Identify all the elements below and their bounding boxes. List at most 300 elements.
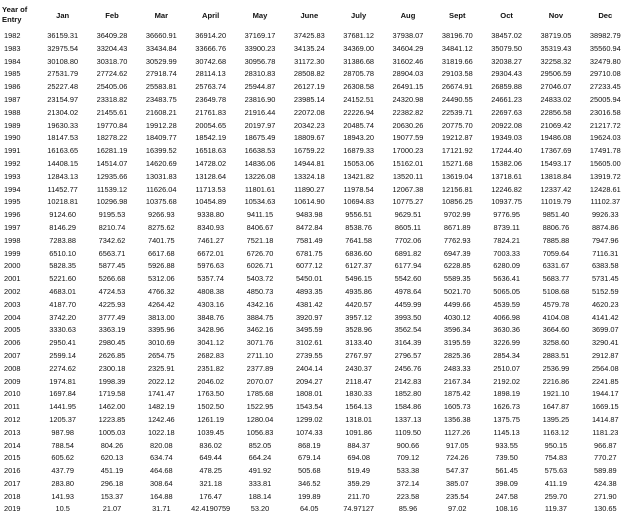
value-cell: 271.90: [594, 491, 617, 501]
value-cell: 37681.12: [343, 31, 375, 40]
value-cell: 7824.21: [493, 235, 520, 245]
value-cell: 4579.78: [542, 299, 570, 309]
month-header: June: [300, 10, 319, 20]
value-cell: 321.18: [199, 478, 222, 488]
value-cell: 1462.00: [98, 402, 126, 412]
value-cell: 6617.68: [147, 248, 175, 258]
value-cell: 1145.13: [493, 427, 520, 437]
year-cell: 2016: [4, 466, 21, 476]
value-cell: 11978.54: [343, 184, 374, 194]
table-row: [0, 81, 630, 94]
value-cell: 21761.83: [195, 107, 227, 117]
value-cell: 14836.06: [244, 158, 276, 168]
value-cell: 3813.00: [147, 312, 175, 322]
year-cell: 2006: [4, 338, 21, 348]
year-cell: 2003: [4, 299, 21, 309]
value-cell: 10454.89: [195, 197, 227, 207]
value-cell: 1482.19: [147, 402, 175, 412]
value-cell: 3258.60: [542, 338, 570, 348]
value-cell: 4978.64: [394, 286, 422, 296]
value-cell: 7641.58: [345, 235, 372, 245]
value-cell: 2118.47: [345, 376, 372, 386]
value-cell: 788.54: [51, 440, 74, 450]
table-row: [0, 465, 630, 478]
value-cell: 3290.41: [591, 338, 619, 348]
value-cell: 7059.64: [542, 248, 570, 258]
value-cell: 20197.97: [244, 120, 276, 130]
header-row: [0, 0, 630, 30]
value-cell: 478.25: [199, 466, 222, 476]
value-cell: 32258.32: [540, 56, 572, 66]
value-cell: 1074.33: [295, 427, 323, 437]
value-cell: 12156.81: [441, 184, 473, 194]
value-cell: 15382.06: [491, 158, 523, 168]
value-cell: 13718.61: [491, 171, 523, 181]
value-cell: 4459.99: [394, 299, 422, 309]
value-cell: 296.18: [100, 478, 124, 488]
value-cell: 5152.59: [591, 286, 619, 296]
value-cell: 25227.48: [47, 82, 79, 92]
value-cell: 5589.35: [443, 274, 471, 284]
value-cell: 3742.20: [49, 312, 77, 322]
value-cell: 3495.59: [295, 325, 323, 335]
value-cell: 31602.46: [392, 56, 424, 66]
value-cell: 8210.74: [98, 222, 126, 232]
value-cell: 23154.97: [47, 94, 79, 104]
year-cell: 1988: [4, 107, 21, 117]
value-cell: 7461.27: [197, 235, 224, 245]
value-cell: 6383.58: [591, 261, 619, 271]
value-cell: 1875.42: [443, 389, 471, 399]
value-cell: 7401.75: [147, 235, 175, 245]
value-cell: 31172.30: [294, 56, 325, 66]
value-cell: 28310.83: [244, 69, 276, 79]
value-cell: 1998.39: [98, 376, 126, 386]
value-cell: 21069.42: [540, 120, 572, 130]
value-cell: 10375.68: [145, 197, 177, 207]
year-cell: 1992: [4, 158, 21, 168]
value-cell: 8806.76: [542, 222, 570, 232]
value-cell: 6891.82: [394, 248, 422, 258]
value-cell: 33204.43: [96, 43, 128, 53]
value-cell: 398.09: [495, 478, 518, 488]
value-cell: 8472.84: [295, 222, 323, 232]
value-cell: 21455.61: [96, 107, 128, 117]
value-cell: 2216.86: [542, 376, 570, 386]
value-cell: 1543.54: [295, 402, 323, 412]
table-row: [0, 401, 630, 414]
table-row: [0, 478, 630, 491]
value-cell: 19212.87: [441, 133, 473, 143]
value-cell: 10937.75: [491, 197, 523, 207]
value-cell: 372.14: [396, 478, 420, 488]
table-row: [0, 94, 630, 107]
value-cell: 11019.79: [540, 197, 572, 207]
value-cell: 31386.68: [343, 56, 375, 66]
value-cell: 34841.12: [441, 43, 473, 53]
value-cell: 259.70: [544, 491, 568, 501]
table-row: [0, 68, 630, 81]
value-cell: 5926.88: [147, 261, 175, 271]
value-cell: 709.12: [396, 453, 420, 463]
value-cell: 23318.82: [96, 94, 128, 104]
month-header: Feb: [105, 10, 119, 20]
value-cell: 31819.66: [441, 56, 473, 66]
value-cell: 9124.60: [49, 210, 77, 220]
value-cell: 2300.18: [98, 363, 126, 373]
table-row: [0, 503, 630, 516]
value-cell: 211.70: [347, 491, 370, 501]
value-cell: 4683.01: [49, 286, 77, 296]
value-cell: 2142.83: [394, 376, 422, 386]
value-cell: 14944.81: [293, 158, 325, 168]
value-cell: 35079.50: [491, 43, 523, 53]
year-cell: 2014: [4, 440, 21, 450]
value-cell: 754.83: [544, 453, 568, 463]
value-cell: 130.65: [594, 504, 617, 514]
value-cell: 1763.50: [197, 389, 224, 399]
table-row: [0, 427, 630, 440]
month-header: Sept: [449, 10, 466, 20]
value-cell: 8605.11: [394, 222, 422, 232]
value-cell: 1056.83: [246, 427, 274, 437]
value-cell: 4104.08: [542, 312, 570, 322]
value-cell: 634.74: [150, 453, 173, 463]
value-cell: 33666.76: [195, 43, 227, 53]
table-row: [0, 248, 630, 261]
value-cell: 53.20: [250, 504, 270, 514]
value-cell: 23016.58: [589, 107, 621, 117]
value-cell: 9338.80: [197, 210, 224, 220]
value-cell: 25944.87: [244, 82, 276, 92]
value-cell: 19630.33: [47, 120, 79, 130]
month-header: Oct: [500, 10, 513, 20]
table-row: [0, 107, 630, 120]
value-cell: 10296.98: [96, 197, 128, 207]
value-cell: 4030.12: [443, 312, 471, 322]
value-cell: 2046.02: [197, 376, 224, 386]
value-cell: 8538.76: [345, 222, 372, 232]
value-cell: 1022.18: [147, 427, 175, 437]
year-header-line1: Year of: [2, 5, 28, 14]
value-cell: 6781.75: [295, 248, 323, 258]
value-cell: 4808.38: [197, 286, 224, 296]
value-cell: 6280.09: [493, 261, 520, 271]
value-cell: 10694.83: [343, 197, 375, 207]
value-cell: 30956.78: [244, 56, 276, 66]
value-cell: 9629.51: [394, 210, 422, 220]
value-cell: 561.45: [495, 466, 518, 476]
value-cell: 8340.93: [197, 222, 224, 232]
value-cell: 36660.91: [145, 31, 177, 40]
value-cell: 4499.66: [443, 299, 471, 309]
value-cell: 3102.61: [295, 338, 323, 348]
table-row: [0, 363, 630, 376]
value-cell: 1337.13: [394, 414, 422, 424]
value-cell: 23649.78: [195, 94, 227, 104]
value-cell: 12067.38: [392, 184, 424, 194]
value-cell: 38457.02: [491, 31, 523, 40]
value-cell: 6127.37: [345, 261, 372, 271]
value-cell: 6331.67: [542, 261, 570, 271]
value-cell: 34369.00: [343, 43, 375, 53]
value-cell: 15162.01: [392, 158, 424, 168]
value-cell: 4187.70: [49, 299, 77, 309]
value-cell: 533.38: [396, 466, 420, 476]
value-cell: 2950.41: [49, 338, 77, 348]
value-cell: 868.19: [298, 440, 321, 450]
value-cell: 1719.58: [98, 389, 126, 399]
value-cell: 2325.91: [147, 363, 175, 373]
value-cell: 1205.37: [49, 414, 77, 424]
value-cell: 5496.15: [345, 274, 372, 284]
month-header: April: [201, 10, 220, 20]
value-cell: 649.44: [199, 453, 222, 463]
value-cell: 25763.74: [195, 82, 227, 92]
value-cell: 1005.03: [98, 427, 126, 437]
value-cell: 4381.42: [295, 299, 323, 309]
value-cell: 2241.85: [591, 376, 619, 386]
value-cell: 27233.45: [589, 82, 621, 92]
value-cell: 13619.04: [441, 171, 473, 181]
value-cell: 2022.12: [147, 376, 175, 386]
value-cell: 3562.54: [394, 325, 422, 335]
value-cell: 5108.68: [542, 286, 570, 296]
value-cell: 308.64: [150, 478, 173, 488]
value-cell: 605.62: [51, 453, 74, 463]
value-cell: 1318.01: [345, 414, 372, 424]
value-cell: 3428.96: [197, 325, 224, 335]
value-cell: 1785.68: [246, 389, 274, 399]
value-cell: 5450.01: [295, 274, 323, 284]
value-cell: 385.07: [445, 478, 469, 488]
year-cell: 2007: [4, 350, 21, 360]
value-cell: 3920.97: [295, 312, 323, 322]
value-cell: 11890.27: [294, 184, 325, 194]
value-cell: 2599.14: [49, 350, 77, 360]
year-of-entry-header: [0, 0, 38, 30]
value-cell: 21.07: [102, 504, 122, 514]
value-cell: 4141.42: [591, 312, 619, 322]
value-cell: 17367.69: [540, 146, 572, 156]
month-header: Aug: [400, 10, 416, 20]
value-cell: 1741.47: [147, 389, 175, 399]
value-cell: 10856.25: [441, 197, 473, 207]
value-cell: 491.92: [248, 466, 272, 476]
value-cell: 27724.62: [96, 69, 128, 79]
value-cell: 36914.20: [195, 31, 227, 40]
value-cell: 8275.62: [147, 222, 175, 232]
value-cell: 6077.12: [295, 261, 323, 271]
value-cell: 820.08: [150, 440, 173, 450]
value-cell: 85.96: [398, 504, 418, 514]
table-row: [0, 452, 630, 465]
value-cell: 141.93: [51, 491, 74, 501]
value-cell: 1039.45: [197, 427, 224, 437]
value-cell: 19486.08: [540, 133, 572, 143]
value-cell: 8146.29: [49, 222, 77, 232]
year-cell: 1990: [4, 133, 21, 143]
table-row: [0, 171, 630, 184]
value-cell: 4225.93: [98, 299, 126, 309]
value-cell: 505.68: [298, 466, 321, 476]
value-cell: 5683.77: [542, 274, 570, 284]
value-cell: 1395.25: [542, 414, 570, 424]
value-cell: 15493.17: [540, 158, 572, 168]
value-cell: 6947.39: [443, 248, 471, 258]
value-cell: 13421.82: [343, 171, 375, 181]
value-cell: 884.37: [347, 440, 370, 450]
value-cell: 33434.84: [145, 43, 177, 53]
value-cell: 19770.84: [96, 120, 128, 130]
value-cell: 29304.43: [491, 69, 523, 79]
value-cell: 3699.07: [591, 325, 619, 335]
value-cell: 9266.93: [147, 210, 175, 220]
value-cell: 852.05: [248, 440, 272, 450]
value-cell: 1127.26: [444, 427, 471, 437]
value-cell: 966.87: [594, 440, 617, 450]
value-cell: 15271.68: [441, 158, 473, 168]
value-cell: 12246.82: [491, 184, 523, 194]
value-cell: 5828.35: [49, 261, 77, 271]
value-cell: 6563.71: [98, 248, 126, 258]
value-cell: 22856.58: [540, 107, 572, 117]
value-cell: 6026.71: [246, 261, 274, 271]
value-cell: 37169.17: [244, 31, 276, 40]
value-cell: 5312.06: [147, 274, 175, 284]
value-cell: 3664.60: [542, 325, 570, 335]
value-cell: 25583.81: [145, 82, 177, 92]
value-cell: 2825.36: [443, 350, 471, 360]
value-cell: 8874.86: [591, 222, 619, 232]
value-cell: 12935.66: [96, 171, 128, 181]
value-cell: 3226.99: [493, 338, 520, 348]
value-cell: 2456.76: [394, 363, 422, 373]
value-cell: 23816.90: [244, 94, 276, 104]
value-cell: 7702.06: [394, 235, 422, 245]
value-cell: 6836.60: [345, 248, 372, 258]
value-cell: 451.19: [100, 466, 124, 476]
year-cell: 1983: [4, 43, 21, 53]
value-cell: 2192.02: [493, 376, 520, 386]
value-cell: 13226.08: [244, 171, 276, 181]
value-cell: 29103.58: [441, 69, 473, 79]
value-cell: 17491.78: [589, 146, 621, 156]
value-cell: 36409.28: [96, 31, 128, 40]
value-cell: 12428.61: [589, 184, 621, 194]
table-row: [0, 440, 630, 453]
value-cell: 5976.63: [197, 261, 224, 271]
value-cell: 2711.10: [246, 350, 274, 360]
value-cell: 3071.76: [246, 338, 274, 348]
value-cell: 18278.22: [96, 133, 128, 143]
value-cell: 2094.27: [295, 376, 323, 386]
value-cell: 11713.53: [195, 184, 226, 194]
value-cell: 10534.63: [244, 197, 276, 207]
value-cell: 4539.59: [493, 299, 520, 309]
value-cell: 3164.39: [394, 338, 422, 348]
value-cell: 2682.83: [197, 350, 224, 360]
table-body: [0, 30, 630, 516]
value-cell: 3395.96: [147, 325, 175, 335]
table-row: [0, 299, 630, 312]
value-cell: 26491.15: [392, 82, 424, 92]
value-cell: 7283.88: [49, 235, 77, 245]
value-cell: 28904.03: [392, 69, 424, 79]
value-cell: 4342.16: [246, 299, 274, 309]
year-cell: 1994: [4, 184, 21, 194]
table-row: [0, 222, 630, 235]
value-cell: 25005.94: [589, 94, 621, 104]
value-cell: 8671.89: [443, 222, 471, 232]
value-cell: 2654.75: [147, 350, 175, 360]
value-cell: 119.37: [544, 504, 567, 514]
value-cell: 26127.19: [293, 82, 325, 92]
table-row: [0, 388, 630, 401]
year-cell: 1984: [4, 56, 21, 66]
table-row: [0, 184, 630, 197]
value-cell: 7521.18: [246, 235, 274, 245]
year-cell: 2015: [4, 453, 21, 463]
value-cell: 3041.12: [197, 338, 224, 348]
value-cell: 1626.73: [493, 402, 520, 412]
year-cell: 2004: [4, 312, 21, 322]
year-cell: 1989: [4, 120, 21, 130]
value-cell: 19912.28: [145, 120, 177, 130]
value-cell: 26859.88: [491, 82, 523, 92]
value-cell: 199.89: [298, 491, 321, 501]
value-cell: 21916.44: [244, 107, 276, 117]
value-cell: 17121.92: [441, 146, 473, 156]
value-cell: 6726.70: [246, 248, 274, 258]
value-cell: 26674.91: [441, 82, 473, 92]
value-cell: 464.68: [150, 466, 173, 476]
table-row: [0, 491, 630, 504]
value-cell: 1605.73: [443, 402, 471, 412]
value-cell: 1697.84: [49, 389, 77, 399]
year-cell: 2010: [4, 389, 21, 399]
year-cell: 2002: [4, 286, 21, 296]
value-cell: 176.47: [199, 491, 222, 501]
value-cell: 1921.10: [542, 389, 570, 399]
value-cell: 4303.16: [197, 299, 224, 309]
value-cell: 3363.19: [98, 325, 126, 335]
year-cell: 2000: [4, 261, 21, 271]
value-cell: 6177.94: [394, 261, 422, 271]
value-cell: 3957.12: [345, 312, 372, 322]
month-header: July: [351, 10, 367, 20]
value-cell: 2536.99: [542, 363, 570, 373]
value-cell: 3630.36: [493, 325, 520, 335]
year-cell: 2017: [4, 478, 21, 488]
value-cell: 739.50: [495, 453, 518, 463]
value-cell: 18943.20: [343, 133, 375, 143]
value-cell: 20485.74: [343, 120, 375, 130]
value-cell: 24490.55: [441, 94, 473, 104]
value-cell: 3330.63: [49, 325, 77, 335]
value-cell: 11452.77: [47, 184, 78, 194]
value-cell: 7581.49: [295, 235, 323, 245]
year-cell: 2008: [4, 363, 21, 373]
value-cell: 333.81: [248, 478, 272, 488]
value-cell: 2483.33: [443, 363, 471, 373]
value-cell: 3462.16: [246, 325, 274, 335]
value-cell: 3596.34: [443, 325, 471, 335]
value-cell: 20630.26: [392, 120, 424, 130]
value-cell: 4066.98: [493, 312, 520, 322]
value-cell: 9702.99: [443, 210, 471, 220]
table-row: [0, 132, 630, 145]
